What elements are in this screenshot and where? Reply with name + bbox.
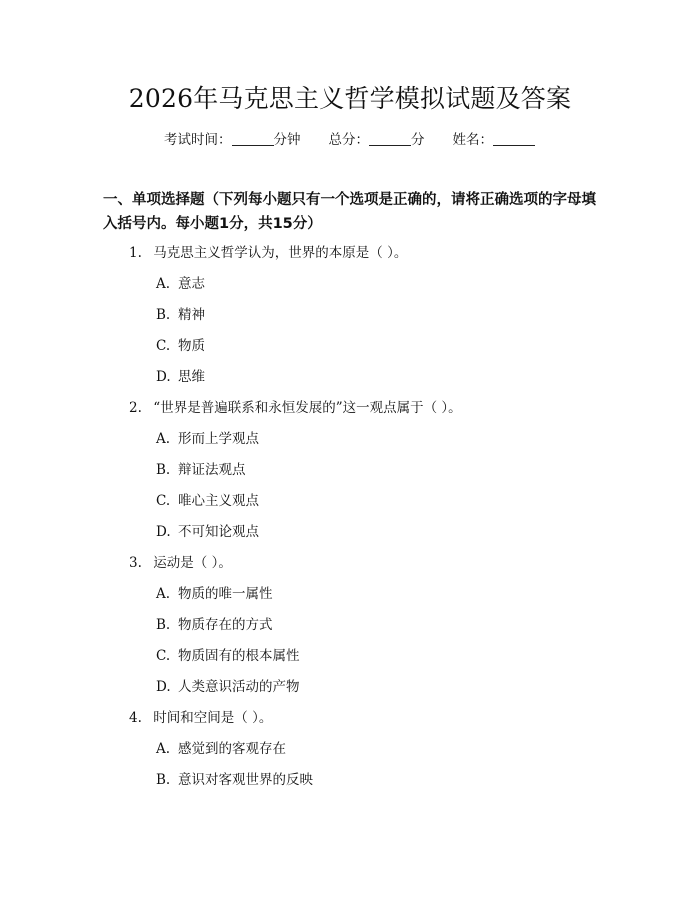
option-text: 物质存在的方式 (178, 617, 273, 633)
name-blank (493, 134, 535, 146)
question-4 (129, 708, 649, 790)
exam-time-suffix: 分钟 (273, 132, 301, 148)
question-text: 运动是（ ）。 (153, 555, 232, 571)
option-a (156, 739, 649, 759)
question-stem (129, 243, 649, 263)
option-text: 不可知论观点 (178, 524, 259, 540)
option-c (156, 336, 649, 356)
question-number: 3. (129, 555, 142, 571)
option-text: 唯心主义观点 (178, 493, 259, 509)
option-c (156, 646, 649, 666)
question-number: 1. (129, 245, 142, 261)
option-letter: A. (156, 586, 171, 602)
option-text: 人类意识活动的产物 (178, 679, 300, 695)
question-text: 马克思主义哲学认为，世界的本原是（ ）。 (153, 245, 408, 261)
exam-time-blank (232, 134, 274, 146)
name-label: 姓名： (452, 132, 493, 148)
option-text: 意志 (178, 276, 205, 292)
question-list (129, 243, 649, 801)
exam-time-field (164, 130, 301, 150)
name-field (453, 130, 536, 150)
option-letter: A. (156, 431, 171, 447)
exam-title: 2026年马克思主义哲学模拟试题及答案 (128, 84, 572, 113)
question-stem (129, 708, 649, 728)
option-letter: D. (156, 524, 171, 540)
option-letter: B. (156, 307, 171, 323)
exam-time-label: 考试时间： (164, 132, 232, 148)
option-text: 物质的唯一属性 (178, 586, 273, 602)
option-d (156, 677, 649, 697)
option-letter: C. (156, 338, 171, 354)
option-text: 思维 (178, 369, 205, 385)
question-text: “世界是普遍联系和永恒发展的”这一观点属于（ ）。 (153, 400, 462, 416)
option-b (156, 460, 649, 480)
option-letter: B. (156, 772, 171, 788)
option-letter: D. (156, 679, 171, 695)
total-score-blank (369, 134, 411, 146)
total-score-field (329, 130, 425, 150)
option-letter: C. (156, 648, 171, 664)
question-stem (129, 398, 649, 418)
option-d (156, 522, 649, 542)
option-letter: A. (156, 276, 171, 292)
option-letter: B. (156, 617, 171, 633)
option-text: 物质固有的根本属性 (178, 648, 300, 664)
option-text: 精神 (178, 307, 205, 323)
option-letter: C. (156, 493, 171, 509)
exam-info-line (164, 130, 594, 150)
option-letter: B. (156, 462, 171, 478)
question-number: 2. (129, 400, 142, 416)
option-text: 形而上学观点 (178, 431, 259, 447)
question-text: 时间和空间是（ ）。 (153, 710, 273, 726)
option-letter: A. (156, 741, 171, 757)
question-stem (129, 553, 649, 573)
option-text: 感觉到的客观存在 (178, 741, 286, 757)
option-a (156, 274, 649, 294)
option-c (156, 491, 649, 511)
total-score-label: 总分： (328, 132, 369, 148)
option-a (156, 429, 649, 449)
option-letter: D. (156, 369, 171, 385)
question-2 (129, 398, 649, 542)
question-3 (129, 553, 649, 697)
option-b (156, 305, 649, 325)
option-text: 辩证法观点 (178, 462, 246, 478)
option-a (156, 584, 649, 604)
option-text: 意识对客观世界的反映 (178, 772, 313, 788)
question-1 (129, 243, 649, 387)
section-heading: 一、单项选择题（下列每小题只有一个选项是正确的，请将正确选项的字母填入括号内。每小题1分，共15分） (103, 192, 596, 232)
question-number: 4. (129, 710, 142, 726)
option-b (156, 615, 649, 635)
option-text: 物质 (178, 338, 205, 354)
option-d (156, 367, 649, 387)
total-score-suffix: 分 (411, 132, 425, 148)
option-b (156, 770, 649, 790)
